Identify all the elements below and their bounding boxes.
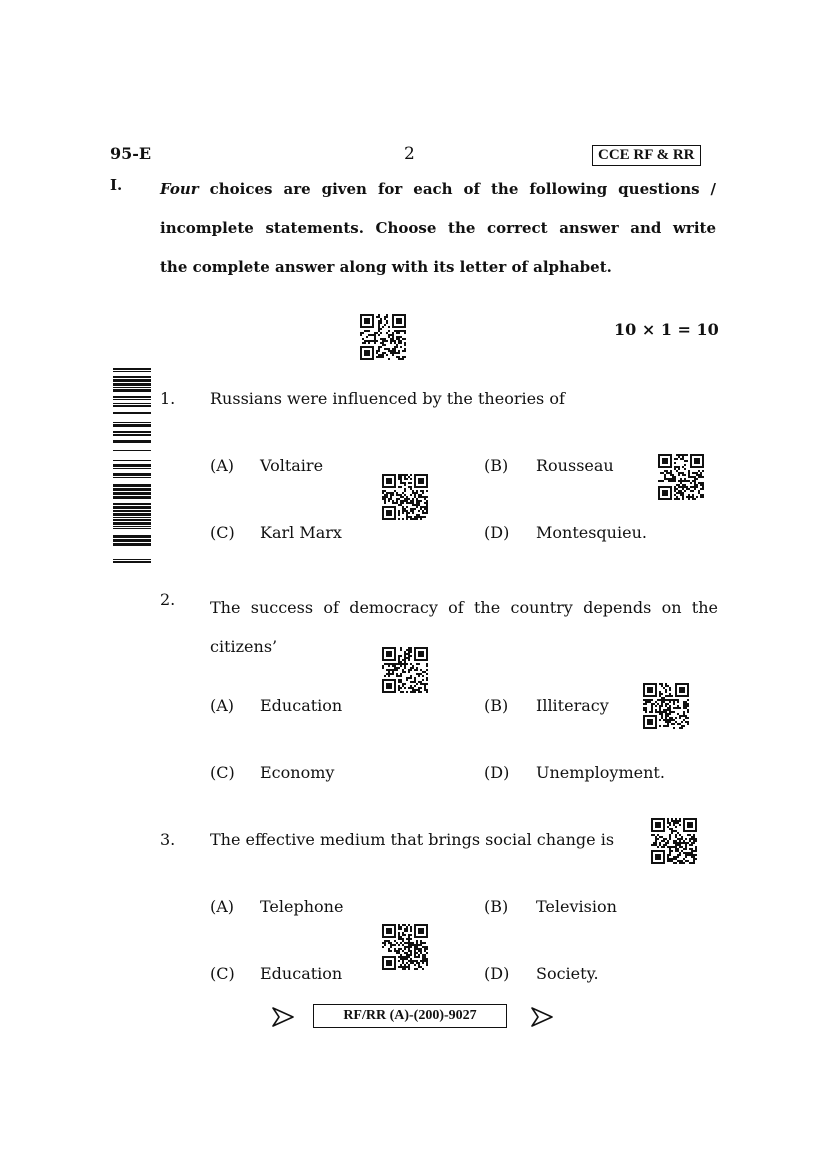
option-text: Rousseau bbox=[536, 456, 614, 475]
arrow-right-icon bbox=[272, 1006, 294, 1028]
option-letter: (A) bbox=[210, 696, 235, 715]
option-text: Karl Marx bbox=[260, 523, 342, 542]
instruction-line-3: the complete answer along with its letter of alphabet. bbox=[160, 258, 612, 276]
option-text: Economy bbox=[260, 763, 335, 782]
qr-code-icon bbox=[643, 683, 689, 729]
qr-code-icon bbox=[651, 818, 697, 864]
option-text: Unemployment. bbox=[536, 763, 665, 782]
footer-code: RF/RR (A)-(200)-9027 bbox=[313, 1004, 507, 1028]
instruction-line-2: incomplete statements. Choose the correct answer and write bbox=[160, 219, 716, 237]
option-letter: (D) bbox=[484, 763, 510, 782]
option-text: Education bbox=[260, 964, 343, 983]
question-number: 1. bbox=[160, 389, 176, 408]
arrow-right-icon bbox=[531, 1006, 553, 1028]
barcode-icon bbox=[113, 368, 151, 568]
marks-allocation: 10 × 1 = 10 bbox=[614, 320, 719, 339]
series-label: CCE RF & RR bbox=[592, 145, 701, 166]
question-text-line-1: The success of democracy of the country depends on the bbox=[210, 598, 718, 617]
section-number: I. bbox=[110, 176, 123, 194]
instruction-emphasis: Four bbox=[160, 180, 199, 198]
option-text: Voltaire bbox=[260, 456, 324, 475]
option-text: Illiteracy bbox=[536, 696, 609, 715]
option-letter: (A) bbox=[210, 456, 235, 475]
option-letter: (B) bbox=[484, 456, 509, 475]
question-number: 3. bbox=[160, 830, 176, 849]
option-text: Montesquieu. bbox=[536, 523, 647, 542]
question-text: The effective medium that brings social change is bbox=[210, 830, 615, 849]
question-text-line-2: citizens’ bbox=[210, 637, 278, 656]
option-letter: (A) bbox=[210, 897, 235, 916]
qr-code-icon bbox=[382, 474, 428, 520]
qr-code-icon bbox=[382, 924, 428, 970]
paper-code: 95-E bbox=[110, 144, 152, 163]
qr-code-icon bbox=[658, 454, 704, 500]
instruction-line-1: choices are given for each of the following questions / bbox=[198, 180, 716, 198]
option-letter: (D) bbox=[484, 964, 510, 983]
option-letter: (C) bbox=[210, 523, 235, 542]
option-letter: (C) bbox=[210, 763, 235, 782]
qr-code-icon bbox=[360, 314, 406, 360]
option-text: Television bbox=[536, 897, 617, 916]
page-number: 2 bbox=[404, 144, 415, 164]
option-text: Education bbox=[260, 696, 343, 715]
question-text bbox=[210, 588, 718, 666]
option-text: Society. bbox=[536, 964, 599, 983]
question-text: Russians were influenced by the theories of bbox=[210, 389, 565, 408]
question-number: 2. bbox=[160, 590, 176, 609]
option-letter: (C) bbox=[210, 964, 235, 983]
option-text: Telephone bbox=[260, 897, 344, 916]
option-letter: (B) bbox=[484, 696, 509, 715]
option-letter: (B) bbox=[484, 897, 509, 916]
option-letter: (D) bbox=[484, 523, 510, 542]
section-instruction bbox=[160, 170, 716, 287]
